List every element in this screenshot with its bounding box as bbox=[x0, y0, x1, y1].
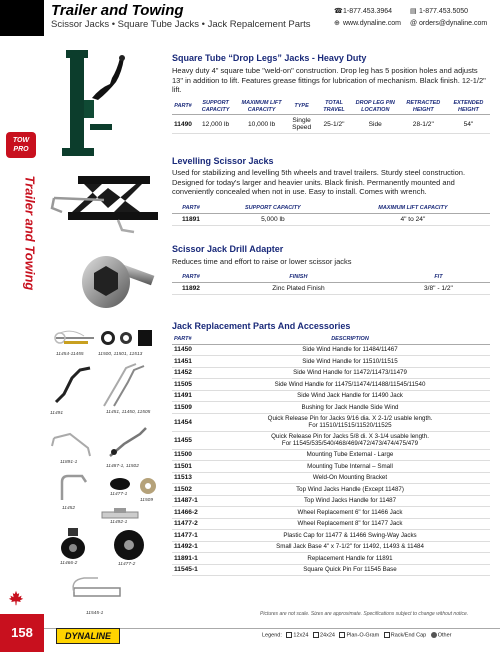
legend-24x24-icon bbox=[313, 632, 319, 638]
contact-left bbox=[334, 6, 401, 30]
phone-icon: ☎ bbox=[334, 8, 343, 15]
part-number: 11502 bbox=[172, 484, 210, 496]
table-row bbox=[172, 449, 490, 461]
part-description bbox=[210, 413, 490, 431]
part-description: Wheel Replacement 6" for 11466 Jack bbox=[210, 507, 490, 519]
table-cell: 10,000 lb bbox=[237, 115, 286, 134]
table-row bbox=[172, 461, 490, 473]
caption-11509: 11509 bbox=[140, 498, 153, 503]
part-description: Weld-On Mounting Bracket bbox=[210, 472, 490, 484]
table-cell: Side bbox=[351, 115, 400, 134]
dynaline-logo: DYNALINE bbox=[56, 628, 120, 644]
wheel-6-inch-image bbox=[58, 526, 88, 560]
table-row bbox=[172, 484, 490, 496]
maple-leaf-icon bbox=[8, 590, 24, 606]
table-row bbox=[172, 379, 490, 391]
phone-number: 1-877.453.3964 bbox=[343, 8, 393, 15]
part-number: 11466-2 bbox=[172, 507, 210, 519]
part-number: 11501 bbox=[172, 461, 210, 473]
col-header: DESCRIPTION bbox=[210, 335, 490, 344]
caption-11477-2: 11477-2 bbox=[118, 562, 136, 567]
part-description bbox=[210, 431, 490, 449]
section-title-drill-adapter: Scissor Jack Drill Adapter bbox=[172, 244, 284, 254]
drop-leg-jack-image bbox=[62, 48, 152, 160]
table-cell: 54" bbox=[447, 115, 490, 134]
part-number: 11454 bbox=[172, 413, 210, 431]
col-header: PART# bbox=[172, 204, 210, 213]
bushing-image bbox=[138, 476, 158, 496]
desc-line-2: For 11545/535/540/468/469/472/473/474/475/479 bbox=[281, 440, 419, 447]
part-description: Square Quick Pin For 11545 Base bbox=[210, 564, 490, 576]
badge-line-2: PRO bbox=[13, 146, 29, 153]
part-number: 11477-2 bbox=[172, 518, 210, 530]
table-header-row bbox=[172, 335, 490, 344]
table-row bbox=[172, 495, 490, 507]
caption-11491: 11491 bbox=[50, 411, 63, 416]
footnote: Pictures are not scale. Sizes are approximate. Specifications subject to change without notice. bbox=[260, 611, 469, 617]
part-number: 11505 bbox=[172, 379, 210, 391]
badge-line-1: TOW bbox=[12, 137, 30, 144]
col-header: TOTAL TRAVEL bbox=[317, 99, 350, 115]
legend-other-icon bbox=[431, 632, 437, 638]
part-number: 11491 bbox=[172, 390, 210, 402]
spec-table-drop-legs bbox=[172, 99, 490, 134]
col-header: MAXIMUM LIFT CAPACITY bbox=[336, 204, 490, 213]
caption-11492-1: 11492-1 bbox=[110, 520, 128, 525]
part-number: 11450 bbox=[172, 344, 210, 356]
table-row bbox=[172, 282, 490, 294]
legend-label: Legend: bbox=[262, 632, 282, 639]
section-desc-drill-adapter: Reduces time and effort to raise or lower scissor jacks bbox=[172, 257, 352, 266]
table-row bbox=[172, 115, 490, 134]
table-cell: 11490 bbox=[172, 115, 194, 134]
part-number: 11492-1 bbox=[172, 541, 210, 553]
vertical-label-text: Trailer and Towing bbox=[22, 175, 38, 291]
table-row bbox=[172, 518, 490, 530]
legend-12x24-icon bbox=[286, 632, 292, 638]
part-number: 11452 bbox=[172, 367, 210, 379]
scissor-jack-image bbox=[48, 168, 166, 240]
parts-table bbox=[172, 335, 490, 576]
side-wind-handles-image bbox=[100, 362, 150, 410]
caption-11466-2: 11466-2 bbox=[60, 561, 78, 566]
caption-11891-1: 11891-1 bbox=[60, 460, 78, 465]
wheel-8-inch-image bbox=[112, 528, 146, 562]
col-header: RETRACTED HEIGHT bbox=[400, 99, 447, 115]
fax-number: 1-877.453.5050 bbox=[419, 8, 469, 15]
col-header: FIT bbox=[387, 273, 490, 282]
part-number: 11891-1 bbox=[172, 553, 210, 565]
desc-line-1: Quick Release Pin for Jacks 5/8 di. X 3-1/4 usable length. bbox=[271, 433, 429, 440]
part-description: Side Wind Jack Handle for 11490 Jack bbox=[210, 390, 490, 402]
table-row bbox=[172, 413, 490, 431]
table-cell: 25-1/2" bbox=[317, 115, 350, 134]
spec-table-scissor-jacks bbox=[172, 204, 490, 226]
table-row bbox=[172, 402, 490, 414]
table-cell: Single Speed bbox=[286, 115, 317, 134]
part-description: Mounting Tube External - Large bbox=[210, 449, 490, 461]
table-row bbox=[172, 530, 490, 542]
email-icon: @ bbox=[410, 20, 418, 27]
caption-pins: 11454-11455 bbox=[56, 352, 84, 357]
part-number: 11513 bbox=[172, 472, 210, 484]
legend-item: 24x24 bbox=[319, 632, 335, 639]
part-description: Mounting Tube Internal – Small bbox=[210, 461, 490, 473]
fax-icon: ▤ bbox=[410, 8, 417, 15]
caption-11452: 11452 bbox=[62, 506, 75, 511]
table-row bbox=[172, 553, 490, 565]
part-description: Wheel Replacement 8" for 11477 Jack bbox=[210, 518, 490, 530]
globe-icon: ⊕ bbox=[334, 20, 340, 27]
part-number: 11451 bbox=[172, 356, 210, 368]
legend-item: Other bbox=[437, 632, 452, 639]
spec-table-drill-adapter bbox=[172, 273, 490, 295]
section-title-scissor-jacks: Levelling Scissor Jacks bbox=[172, 156, 274, 166]
table-row bbox=[172, 213, 490, 225]
table-cell: 3/8" - 1/2" bbox=[387, 282, 490, 294]
table-cell: Zinc Plated Finish bbox=[210, 282, 387, 294]
section-desc-drop-legs: Heavy duty 4" square tube "weld-on" construction. Drop leg has 5 position holes and adjusts 13" in addition to lift. Features grease fittings for lubrication of mechanism. Black finish. 12-1/2" lift. bbox=[172, 66, 486, 94]
col-header: EXTENDED HEIGHT bbox=[447, 99, 490, 115]
header-black-block bbox=[0, 0, 44, 36]
part-description: Side Wind Handle for 11472/11473/11479 bbox=[210, 367, 490, 379]
page-subtitle: Scissor Jacks • Square Tube Jacks • Jack Repalcement Parts bbox=[51, 19, 311, 30]
table-cell: 12,000 lb bbox=[194, 115, 237, 134]
tow-pro-badge bbox=[6, 132, 36, 158]
website-link[interactable]: www.dynaline.com bbox=[343, 20, 401, 27]
legend-rack-icon bbox=[384, 632, 390, 638]
part-number: 11455 bbox=[172, 431, 210, 449]
col-header: SUPPORT CAPACITY bbox=[194, 99, 237, 115]
part-number: 11500 bbox=[172, 449, 210, 461]
col-header: FINISH bbox=[210, 273, 387, 282]
table-cell: 28-1/2" bbox=[400, 115, 447, 134]
col-header: TYPE bbox=[286, 99, 317, 115]
table-row bbox=[172, 564, 490, 576]
caption-11477-1: 11477-1 bbox=[110, 492, 128, 497]
part-description: Top Wind Jacks Handle for 11487 bbox=[210, 495, 490, 507]
table-cell: 11892 bbox=[172, 282, 210, 294]
drill-adapter-image bbox=[80, 252, 158, 314]
part-description: Bushing for Jack Handle Side Wind bbox=[210, 402, 490, 414]
mounting-tubes-image bbox=[100, 326, 156, 350]
plastic-cap-image bbox=[108, 476, 132, 492]
caption-top-wind: 11487-1, 11502 bbox=[106, 464, 139, 469]
desc-line-2: For 11510/11515/11520/11525 bbox=[308, 422, 392, 429]
caption-tubes: 11500, 11501, 11513 bbox=[98, 352, 143, 357]
part-description: Top Wind Jacks Handle (Except 11487) bbox=[210, 484, 490, 496]
table-cell: 4" to 24" bbox=[336, 213, 490, 225]
part-description: Side Wind Handle for 11510/11515 bbox=[210, 356, 490, 368]
table-header-row bbox=[172, 99, 490, 115]
legend-item: 12x24 bbox=[293, 632, 309, 639]
desc-line-1: Quick Release Pin for Jacks 9/16 dia. X 2-1/2 usable length. bbox=[267, 415, 433, 422]
table-row bbox=[172, 507, 490, 519]
replacement-handle-image bbox=[50, 428, 94, 460]
part-number: 11545-1 bbox=[172, 564, 210, 576]
part-number: 11487-1 bbox=[172, 495, 210, 507]
sidebar bbox=[0, 36, 44, 652]
part-description: Plastic Cap for 11477 & 11466 Swing-Way Jacks bbox=[210, 530, 490, 542]
col-header: PART# bbox=[172, 335, 210, 344]
table-row bbox=[172, 541, 490, 553]
page-title: Trailer and Towing bbox=[51, 2, 184, 19]
part-description: Replacement Handle for 11891 bbox=[210, 553, 490, 565]
part-number: 11509 bbox=[172, 402, 210, 414]
small-jack-base-image bbox=[100, 506, 140, 520]
side-wind-handle-11452-image bbox=[56, 472, 92, 504]
table-row bbox=[172, 344, 490, 356]
table-row bbox=[172, 431, 490, 449]
page-header bbox=[0, 0, 500, 36]
caption-11545-1: 11545-1 bbox=[86, 611, 104, 616]
section-title-replacement-parts: Jack Replacement Parts And Accessories bbox=[172, 321, 351, 331]
table-row bbox=[172, 356, 490, 368]
caption-side-wind: 11451, 11450, 11505 bbox=[106, 410, 151, 415]
col-header: PART# bbox=[172, 273, 210, 282]
square-quick-pin-image bbox=[70, 574, 126, 610]
table-row bbox=[172, 472, 490, 484]
legend-item: Plan-O-Gram bbox=[346, 632, 380, 639]
col-header: MAXIMUM LIFT CAPACITY bbox=[237, 99, 286, 115]
table-cell: 5,000 lb bbox=[210, 213, 336, 225]
part-description: Small Jack Base 4" x 7-1/2" for 11492, 11493 & 11484 bbox=[210, 541, 490, 553]
table-row bbox=[172, 390, 490, 402]
side-wind-handle-11491-image bbox=[50, 364, 94, 408]
email-link[interactable]: orders@dynaline.com bbox=[419, 20, 488, 27]
part-number: 11477-1 bbox=[172, 530, 210, 542]
sidebar-vertical-label bbox=[14, 175, 38, 336]
table-row bbox=[172, 367, 490, 379]
legend-planogram-icon bbox=[339, 632, 345, 638]
table-header-row bbox=[172, 204, 490, 213]
legend bbox=[262, 632, 451, 638]
table-cell: 11891 bbox=[172, 213, 210, 225]
col-header: DROP LEG PIN LOCATION bbox=[351, 99, 400, 115]
part-description: Side Wind Handle for 11475/11474/11488/11545/11540 bbox=[210, 379, 490, 391]
section-desc-scissor-jacks: Used for stabilizing and levelling 5th wheels and travel trailers. Sturdy steel construction. Designed for today's larger and heavier units. Black finish. Permanently mounted and conveniently concealed when not in use. Easy to install. Comes with wrench. bbox=[172, 168, 466, 196]
contact-right bbox=[410, 6, 487, 30]
table-header-row bbox=[172, 273, 490, 282]
quick-release-pin-image bbox=[52, 328, 98, 350]
col-header: SUPPORT CAPACITY bbox=[210, 204, 336, 213]
legend-item: Rack/End Cap bbox=[390, 632, 427, 639]
top-wind-handle-image bbox=[106, 424, 150, 460]
section-title-drop-legs: Square Tube “Drop Legs” Jacks - Heavy Duty bbox=[172, 53, 367, 63]
col-header: PART# bbox=[172, 99, 194, 115]
page-number: 158 bbox=[0, 614, 44, 652]
part-description: Side Wind Handle for 11484/11467 bbox=[210, 344, 490, 356]
